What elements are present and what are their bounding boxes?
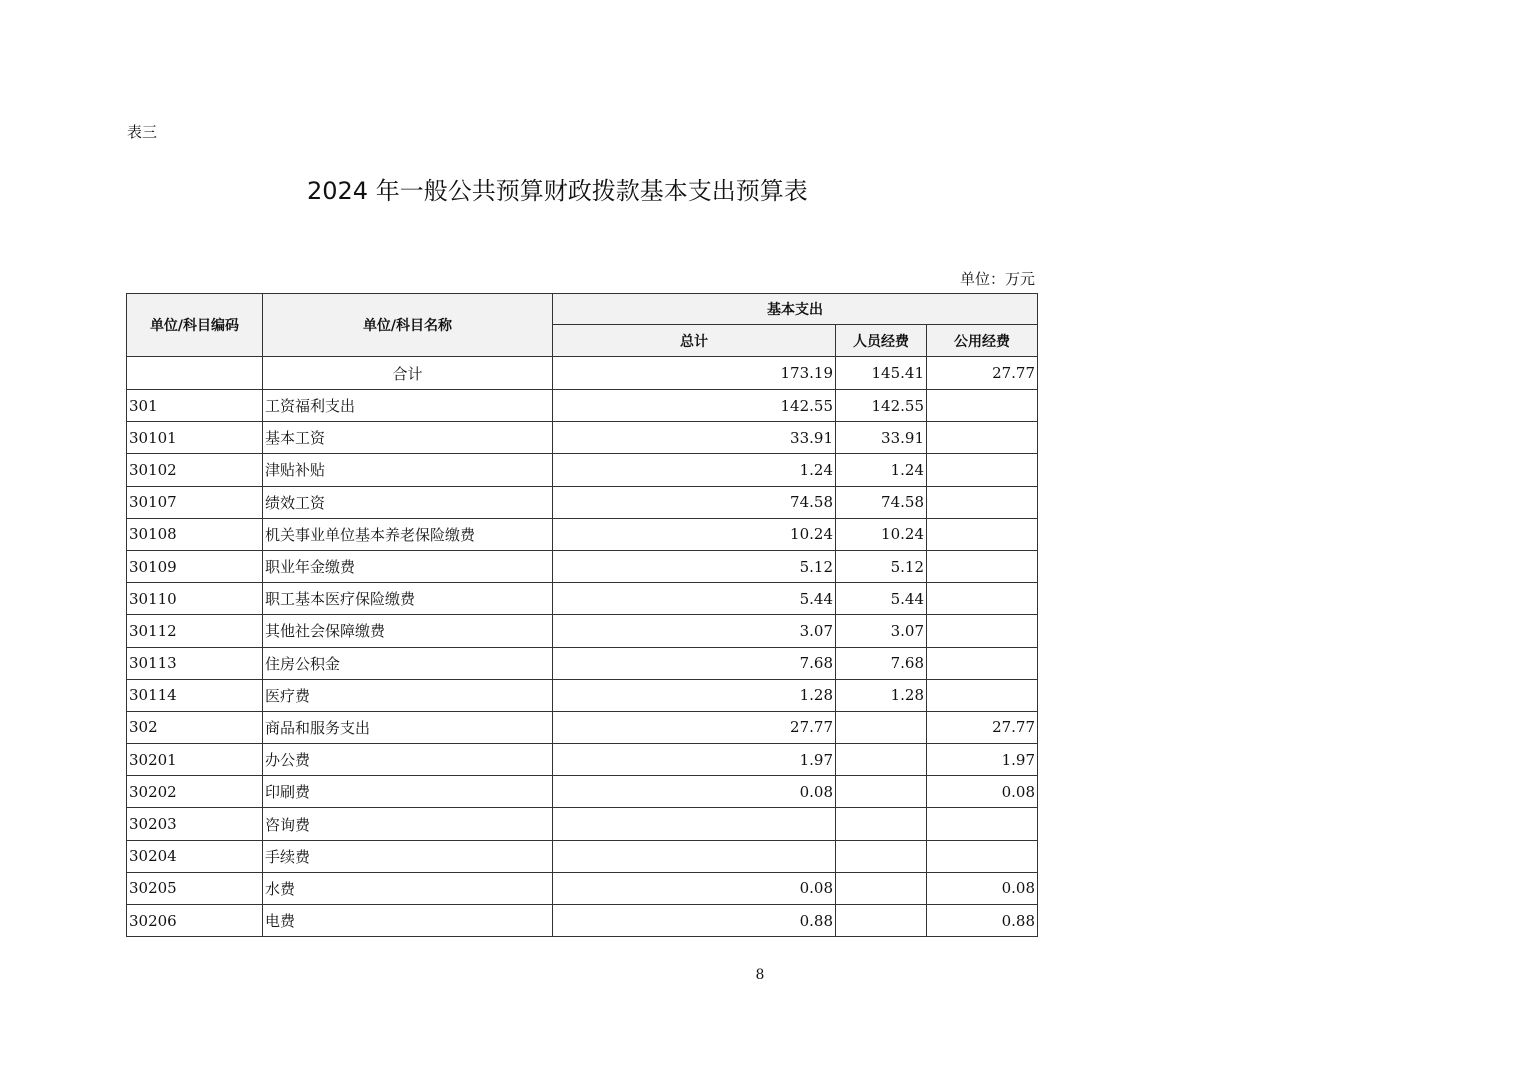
row-total: 142.55 bbox=[553, 390, 836, 422]
table-row bbox=[127, 905, 1038, 937]
row-total bbox=[553, 808, 836, 840]
row-name: 绩效工资 bbox=[263, 486, 553, 518]
row-public: 0.88 bbox=[927, 905, 1038, 937]
row-total: 1.97 bbox=[553, 744, 836, 776]
row-personnel: 142.55 bbox=[836, 390, 927, 422]
row-total bbox=[553, 840, 836, 872]
table-row bbox=[127, 486, 1038, 518]
row-total: 7.68 bbox=[553, 647, 836, 679]
row-public: 1.97 bbox=[927, 744, 1038, 776]
table-row bbox=[127, 647, 1038, 679]
row-personnel: 1.24 bbox=[836, 454, 927, 486]
row-total: 0.08 bbox=[553, 776, 836, 808]
row-name: 其他社会保障缴费 bbox=[263, 615, 553, 647]
row-personnel: 10.24 bbox=[836, 518, 927, 550]
row-name: 商品和服务支出 bbox=[263, 711, 553, 743]
table-row bbox=[127, 679, 1038, 711]
row-name: 工资福利支出 bbox=[263, 390, 553, 422]
row-code: 301 bbox=[127, 390, 263, 422]
row-code: 30112 bbox=[127, 615, 263, 647]
row-name: 水费 bbox=[263, 872, 553, 904]
row-name: 住房公积金 bbox=[263, 647, 553, 679]
table-header bbox=[127, 294, 1038, 357]
row-total: 74.58 bbox=[553, 486, 836, 518]
table-row bbox=[127, 711, 1038, 743]
header-name: 单位/科目名称 bbox=[263, 294, 553, 357]
table-row bbox=[127, 872, 1038, 904]
row-total: 1.24 bbox=[553, 454, 836, 486]
row-public bbox=[927, 840, 1038, 872]
row-public bbox=[927, 550, 1038, 582]
budget-table bbox=[126, 293, 1038, 937]
row-code: 30109 bbox=[127, 550, 263, 582]
table-label: 表三 bbox=[127, 123, 158, 141]
table-row bbox=[127, 422, 1038, 454]
row-total: 27.77 bbox=[553, 711, 836, 743]
row-code: 30107 bbox=[127, 486, 263, 518]
header-code: 单位/科目编码 bbox=[127, 294, 263, 357]
header-total: 总计 bbox=[553, 325, 836, 357]
row-total: 1.28 bbox=[553, 679, 836, 711]
row-name: 办公费 bbox=[263, 744, 553, 776]
row-public bbox=[927, 518, 1038, 550]
total-row-public: 27.77 bbox=[927, 357, 1038, 390]
row-public bbox=[927, 615, 1038, 647]
row-public bbox=[927, 390, 1038, 422]
row-code: 30110 bbox=[127, 583, 263, 615]
row-personnel: 74.58 bbox=[836, 486, 927, 518]
row-public: 27.77 bbox=[927, 711, 1038, 743]
row-public bbox=[927, 486, 1038, 518]
row-code: 30203 bbox=[127, 808, 263, 840]
row-personnel: 5.44 bbox=[836, 583, 927, 615]
page-title: 2024 年一般公共预算财政拨款基本支出预算表 bbox=[307, 177, 808, 205]
table-row bbox=[127, 776, 1038, 808]
row-total: 0.88 bbox=[553, 905, 836, 937]
row-personnel bbox=[836, 744, 927, 776]
table-row bbox=[127, 615, 1038, 647]
total-row-personnel: 145.41 bbox=[836, 357, 927, 390]
row-code: 30114 bbox=[127, 679, 263, 711]
row-public: 0.08 bbox=[927, 776, 1038, 808]
row-code: 30102 bbox=[127, 454, 263, 486]
row-public bbox=[927, 583, 1038, 615]
row-public bbox=[927, 454, 1038, 486]
row-personnel: 3.07 bbox=[836, 615, 927, 647]
row-public bbox=[927, 422, 1038, 454]
total-row-total: 173.19 bbox=[553, 357, 836, 390]
row-personnel bbox=[836, 840, 927, 872]
total-row-code bbox=[127, 357, 263, 390]
row-total: 5.44 bbox=[553, 583, 836, 615]
unit-note: 单位：万元 bbox=[959, 270, 1035, 288]
row-code: 30206 bbox=[127, 905, 263, 937]
row-personnel bbox=[836, 905, 927, 937]
header-basic-expenditure: 基本支出 bbox=[553, 294, 1038, 325]
row-total: 5.12 bbox=[553, 550, 836, 582]
table-row bbox=[127, 518, 1038, 550]
row-total: 10.24 bbox=[553, 518, 836, 550]
row-personnel: 7.68 bbox=[836, 647, 927, 679]
row-public bbox=[927, 679, 1038, 711]
row-personnel bbox=[836, 872, 927, 904]
row-name: 医疗费 bbox=[263, 679, 553, 711]
header-public: 公用经费 bbox=[927, 325, 1038, 357]
table-row bbox=[127, 840, 1038, 872]
row-name: 电费 bbox=[263, 905, 553, 937]
row-code: 30113 bbox=[127, 647, 263, 679]
table-row bbox=[127, 550, 1038, 582]
table-row bbox=[127, 583, 1038, 615]
row-name: 职工基本医疗保险缴费 bbox=[263, 583, 553, 615]
row-code: 30108 bbox=[127, 518, 263, 550]
row-name: 机关事业单位基本养老保险缴费 bbox=[263, 518, 553, 550]
row-name: 职业年金缴费 bbox=[263, 550, 553, 582]
table-row bbox=[127, 454, 1038, 486]
row-name: 基本工资 bbox=[263, 422, 553, 454]
table-row bbox=[127, 808, 1038, 840]
row-total: 33.91 bbox=[553, 422, 836, 454]
row-personnel: 1.28 bbox=[836, 679, 927, 711]
row-personnel bbox=[836, 776, 927, 808]
row-code: 30204 bbox=[127, 840, 263, 872]
total-row-name: 合计 bbox=[263, 357, 553, 390]
row-name: 印刷费 bbox=[263, 776, 553, 808]
row-name: 津贴补贴 bbox=[263, 454, 553, 486]
row-public: 0.08 bbox=[927, 872, 1038, 904]
row-code: 30202 bbox=[127, 776, 263, 808]
row-personnel: 5.12 bbox=[836, 550, 927, 582]
row-personnel: 33.91 bbox=[836, 422, 927, 454]
row-total: 0.08 bbox=[553, 872, 836, 904]
page-number: 8 bbox=[755, 967, 765, 983]
row-public bbox=[927, 647, 1038, 679]
table-row bbox=[127, 744, 1038, 776]
row-personnel bbox=[836, 711, 927, 743]
row-public bbox=[927, 808, 1038, 840]
row-code: 302 bbox=[127, 711, 263, 743]
row-code: 30205 bbox=[127, 872, 263, 904]
table-body bbox=[127, 357, 1038, 937]
header-personnel: 人员经费 bbox=[836, 325, 927, 357]
row-code: 30101 bbox=[127, 422, 263, 454]
row-name: 手续费 bbox=[263, 840, 553, 872]
row-personnel bbox=[836, 808, 927, 840]
table-row bbox=[127, 390, 1038, 422]
row-code: 30201 bbox=[127, 744, 263, 776]
row-name: 咨询费 bbox=[263, 808, 553, 840]
row-total: 3.07 bbox=[553, 615, 836, 647]
total-row bbox=[127, 357, 1038, 390]
